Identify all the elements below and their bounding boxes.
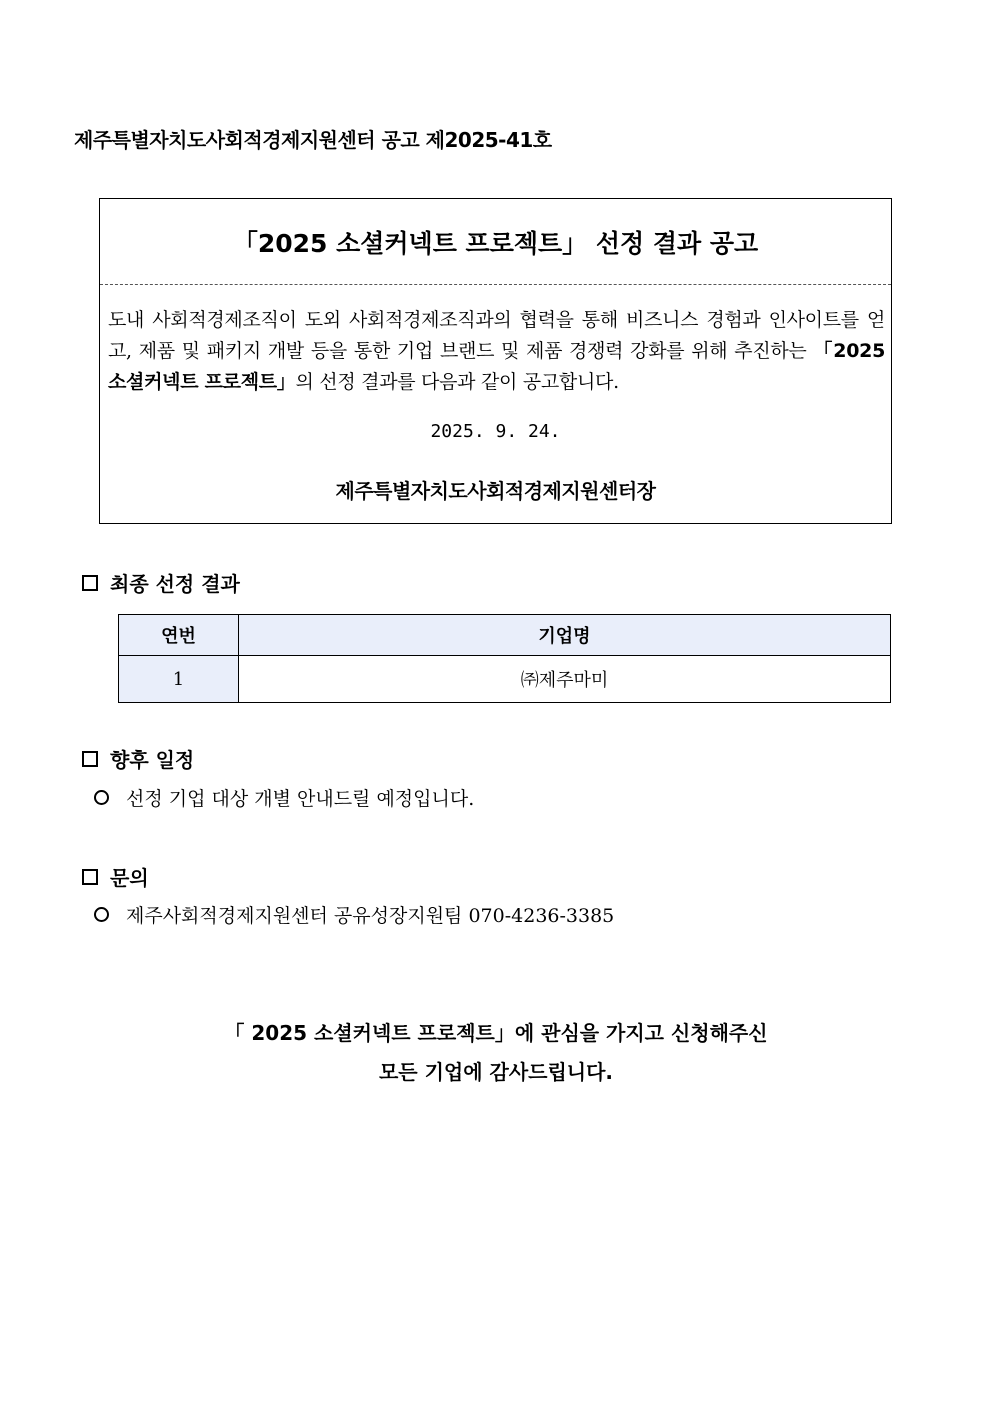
contact-text: 제주사회적경제지원센터 공유성장지원팀 070-4236-3385 [126,905,615,927]
schedule-item [94,784,474,811]
circle-bullet-icon [94,790,109,805]
table-header-row [119,615,891,656]
announcement-title: 「2025 소셜커넥트 프로젝트」 선정 결과 공고 [100,199,891,285]
square-bullet-icon [82,751,98,767]
contact-item [94,901,614,928]
notice-number: 제주특별자치도사회적경제지원센터 공고 제2025-41호 [74,128,552,152]
body-text-2: 의 선정 결과를 다음과 같이 공고합니다. [295,371,619,393]
section-heading-label: 문의 [110,866,149,890]
square-bullet-icon [82,575,98,591]
results-table [118,614,891,703]
square-bullet-icon [82,869,98,885]
company-name: ㈜제주마미 [239,656,891,703]
column-header-no: 연번 [119,615,239,656]
section-heading-label: 최종 선정 결과 [110,572,240,596]
column-header-company: 기업명 [239,615,891,656]
schedule-text: 선정 기업 대상 개별 안내드릴 예정입니다. [126,788,475,810]
section-heading-schedule [82,744,194,773]
issuer-name: 제주특별자치도사회적경제지원센터장 [335,479,656,503]
section-heading-results [82,568,240,597]
circle-bullet-icon [94,907,109,922]
announcement-box [99,198,892,524]
body-text-1: 도내 사회적경제조직이 도외 사회적경제조직과의 협력을 통해 비즈니스 경험과 인사이트를 얻고, 제품 및 패키지 개발 등을 통한 기업 브랜드 및 제품 경쟁력 강화를 위해 추진하는 [108,309,885,362]
announcement-body [108,305,885,398]
row-number: 1 [119,656,239,703]
section-heading-contact [82,862,149,891]
announcement-date: 2025. 9. 24. [430,421,561,442]
section-heading-label: 향후 일정 [110,748,195,772]
table-row [119,656,891,703]
closing-line-2: 모든 기업에 감사드립니다. [378,1060,614,1084]
closing-line-1: 「 2025 소셜커넥트 프로젝트」에 관심을 가지고 신청해주신 [224,1021,768,1045]
body-project-name: 「2025 소셜커넥트 프로젝트」 [108,340,885,393]
